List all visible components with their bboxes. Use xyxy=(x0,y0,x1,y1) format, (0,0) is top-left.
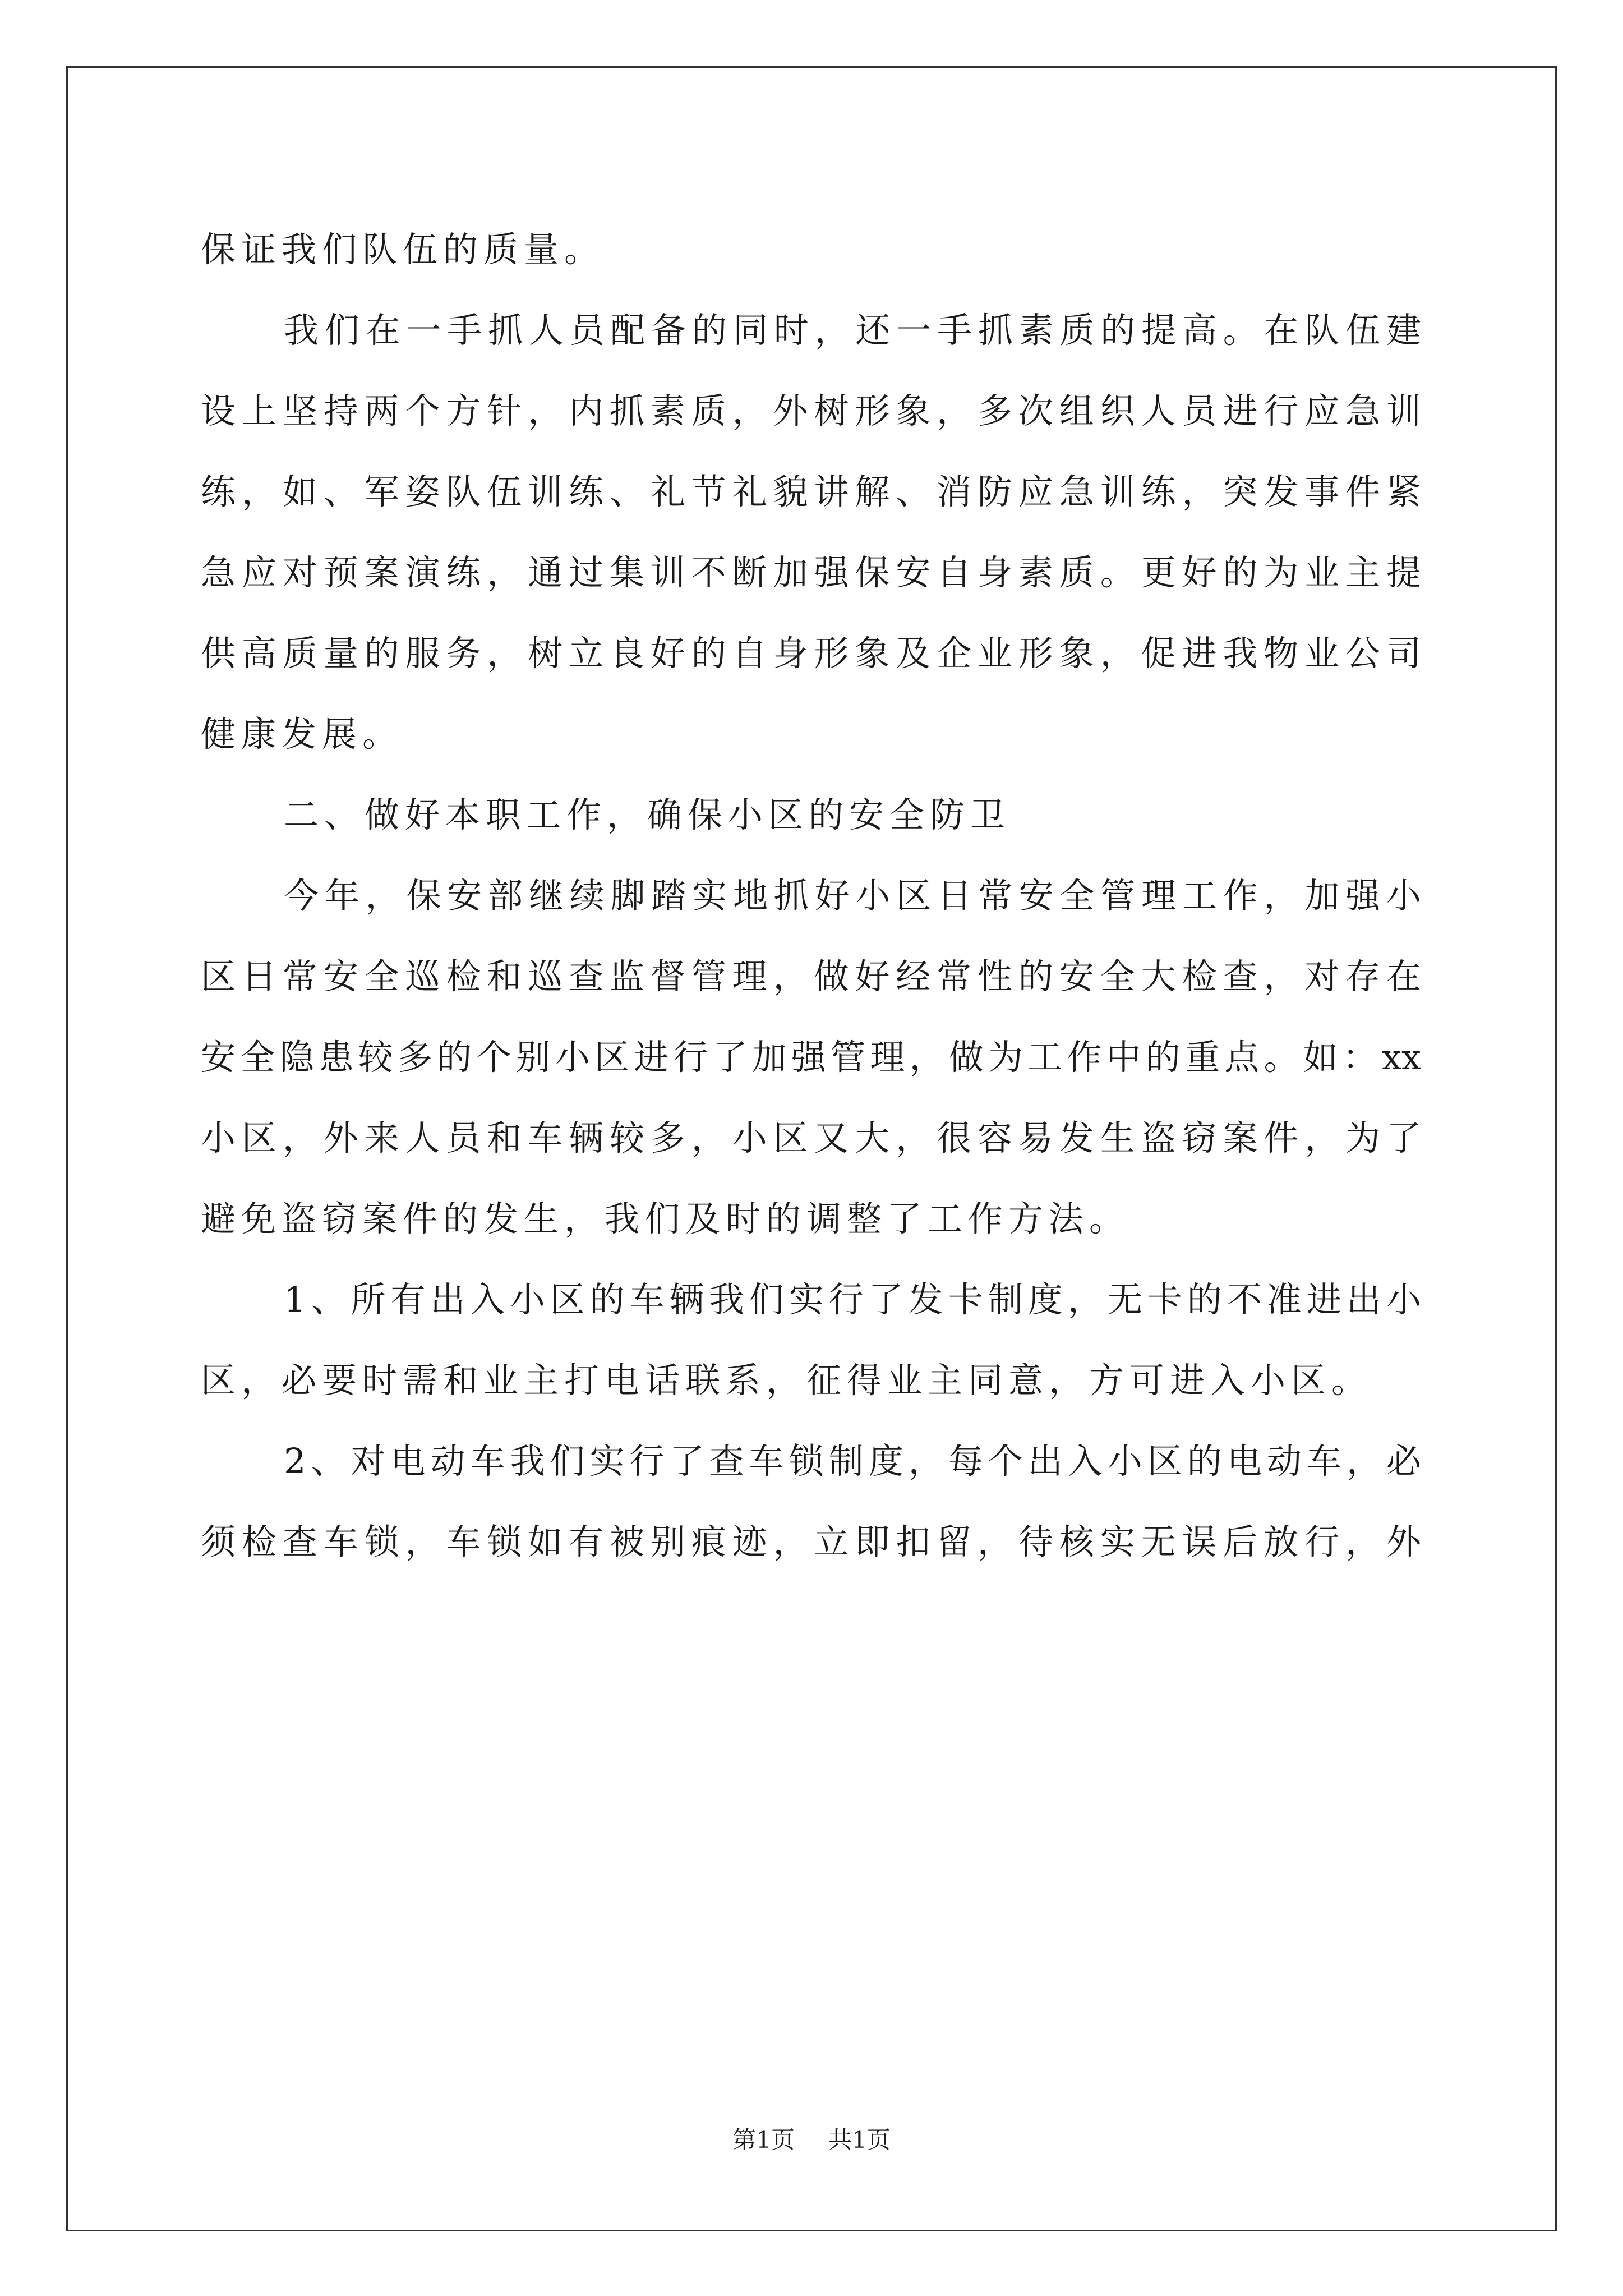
paragraph-line: 安全隐患较多的个别小区进行了加强管理，做为工作中的重点。如：xx xyxy=(201,1037,1421,1078)
paragraph-line: 保证我们队伍的质量。 xyxy=(201,229,605,270)
page-number: 第1页 xyxy=(732,2126,795,2154)
list-item-line: 2、对电动车我们实行了查车锁制度，每个出入小区的电动车，必 xyxy=(284,1441,1421,1481)
paragraph-line: 设上坚持两个方针，内抓素质，外树形象，多次组织人员进行应急训 xyxy=(201,390,1421,431)
paragraph-line: 小区，外来人员和车辆较多，小区又大，很容易发生盗窃案件，为了 xyxy=(201,1117,1421,1158)
paragraph-line: 急应对预案演练，通过集训不断加强保安自身素质。更好的为业主提 xyxy=(201,552,1421,593)
paragraph-line: 我们在一手抓人员配备的同时，还一手抓素质的提高。在队伍建 xyxy=(284,310,1421,351)
list-item-line: 区，必要时需和业主打电话联系，征得业主同意，方可进入小区。 xyxy=(201,1360,1372,1401)
list-item-line: 1、所有出入小区的车辆我们实行了发卡制度，无卡的不准进出小 xyxy=(284,1279,1421,1320)
page-footer xyxy=(0,2126,1623,2154)
page-total: 共1页 xyxy=(828,2126,891,2154)
paragraph-line: 今年，保安部继续脚踏实地抓好小区日常安全管理工作，加强小 xyxy=(284,875,1421,916)
paragraph-line: 练，如、军姿队伍训练、礼节礼貌讲解、消防应急训练，突发事件紧 xyxy=(201,471,1421,512)
paragraph-line: 供高质量的服务，树立良好的自身形象及企业形象，促进我物业公司 xyxy=(201,633,1421,674)
paragraph-line: 区日常安全巡检和巡查监督管理，做好经常性的安全大检查，对存在 xyxy=(201,956,1421,997)
section-heading: 二、做好本职工作，确保小区的安全防卫 xyxy=(284,794,1011,835)
document-body xyxy=(201,222,1421,1595)
paragraph-line: 避免盗窃案件的发生，我们及时的调整了工作方法。 xyxy=(201,1198,1130,1239)
paragraph-line: 健康发展。 xyxy=(201,714,403,754)
list-item-line: 须检查车锁，车锁如有被别痕迹，立即扣留，待核实无误后放行，外 xyxy=(201,1521,1421,1562)
